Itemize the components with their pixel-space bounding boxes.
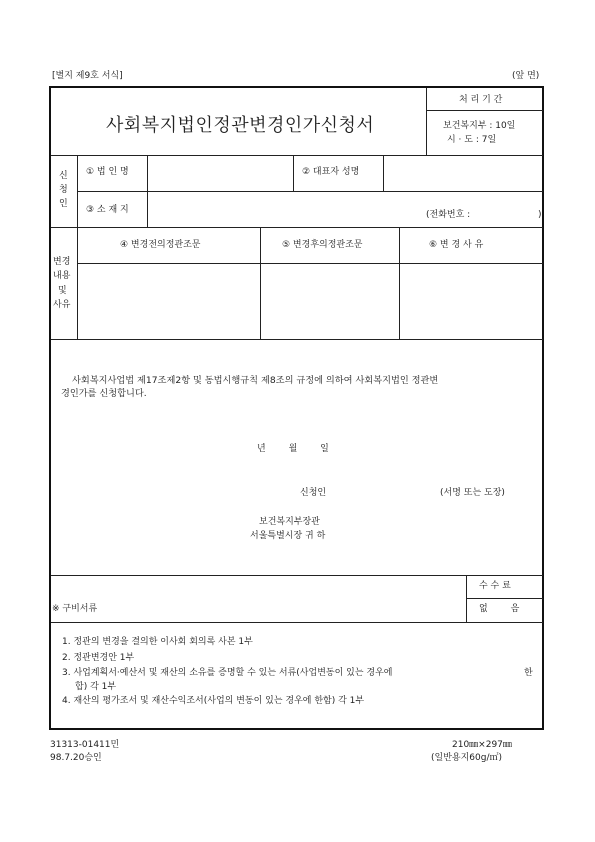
attachment-item-1: 1. 정관의 변경을 결의한 이사회 회의록 사본 1부: [62, 637, 253, 647]
applicant-section-label-2: 청: [59, 185, 68, 195]
applicant-section-label-3: 인: [59, 199, 68, 209]
corp-name-field[interactable]: [150, 160, 290, 188]
addressee-mayor: 서울특별시장 귀 하: [250, 531, 326, 541]
change-section-label-1: 변경: [53, 257, 71, 267]
application-text-line2: 경인가를 신청합니다.: [61, 388, 147, 399]
phone-close: ): [538, 210, 542, 220]
col-before-article: ④ 변경전의정관조문: [120, 240, 201, 250]
fee-value: 없 음: [479, 604, 520, 614]
processing-divider: [426, 110, 543, 111]
attachments-heading: ※ 구비서류: [52, 604, 98, 614]
approval-date: 98.7.20승인: [50, 753, 102, 763]
attachment-item-4: 4. 재산의 평가조서 및 재산수익조서(사업의 변동이 있는 경우에 한함) 각 1부: [62, 696, 365, 706]
corp-name-label: ① 법 인 명: [86, 167, 129, 177]
after-article-field[interactable]: [263, 266, 396, 336]
address-label: ③ 소 재 지: [86, 205, 129, 215]
change-section-label-3: 및: [58, 286, 67, 296]
change-col-divider-2: [399, 227, 400, 339]
applicant-signer-label: 신청인: [300, 488, 327, 498]
col-change-reason: ⑥ 변 경 사 유: [429, 240, 484, 250]
rep-name-right-divider: [383, 155, 384, 191]
fee-label: 수 수 료: [479, 581, 511, 591]
form-number: [별지 제9호 서식]: [52, 71, 123, 81]
address-field[interactable]: [150, 194, 540, 210]
attachments-top-line: [51, 575, 543, 576]
change-reason-field[interactable]: [402, 266, 541, 336]
fee-middle-line: [466, 598, 543, 599]
attachment-item-2: 2. 정관변경안 1부: [62, 653, 135, 663]
page-side-label: (앞 면): [512, 71, 540, 81]
phone-field[interactable]: [484, 209, 536, 223]
change-label-divider: [77, 227, 78, 339]
change-col-divider-1: [260, 227, 261, 339]
paper-type: (일반용지60g/㎡): [431, 753, 502, 763]
body-top-line: [51, 339, 543, 340]
title-divider: [426, 88, 427, 155]
form-title: 사회복지법인정관변경인가신청서: [106, 115, 375, 136]
rep-name-left-divider: [293, 155, 294, 191]
change-section-label-4: 사유: [53, 300, 71, 310]
attachment-item-3-cont: 합) 각 1부: [75, 682, 117, 692]
addressee-minister: 보건복지부장관: [259, 517, 320, 527]
phone-label: (전화번호 :: [426, 210, 471, 220]
change-section-label-2: 내용: [53, 271, 71, 281]
applicant-top-line: [51, 155, 543, 156]
signature-or-stamp: (서명 또는 도장): [440, 488, 505, 498]
processing-heading: 처 리 기 간: [459, 95, 503, 105]
col-after-article: ⑤ 변경후의정관조문: [282, 240, 363, 250]
processing-city: 시 · 도 : 7일: [447, 135, 497, 145]
applicant-section-label-1: 신: [59, 171, 68, 181]
change-header-line: [77, 263, 543, 264]
application-text-line1: 사회복지사업법 제17조제2항 및 동법시행규칙 제8조의 규정에 의하여 사회복지법인 정관변: [72, 375, 439, 386]
paper-size: 210㎜×297㎜: [452, 740, 512, 750]
before-article-field[interactable]: [80, 266, 257, 336]
attachment-item-3: 3. 사업계획서·예산서 및 재산의 소유를 증명할 수 있는 서류(사업변동이 있는 경우에: [62, 668, 393, 678]
application-date: 년 월 일: [257, 444, 329, 454]
attachment-item-3-end: 한: [524, 668, 533, 678]
change-top-line: [51, 227, 543, 228]
attachments-list-line: [51, 622, 543, 623]
rep-name-field[interactable]: [386, 160, 541, 188]
corp-name-label-divider: [147, 155, 148, 227]
rep-name-label: ② 대표자 성명: [302, 167, 360, 177]
processing-ministry: 보건복지부 : 10일: [443, 121, 516, 131]
form-code: 31313-01411민: [50, 740, 120, 750]
